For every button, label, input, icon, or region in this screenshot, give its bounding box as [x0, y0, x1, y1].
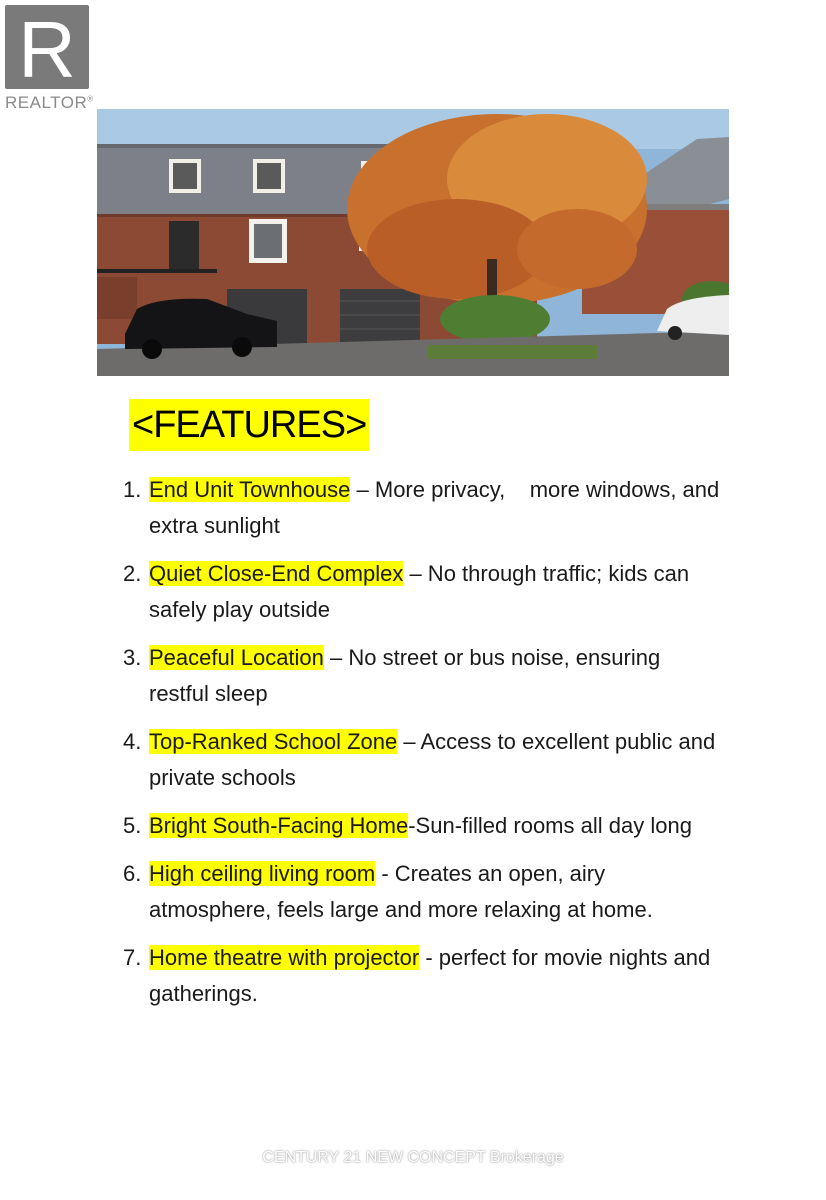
feature-description: – Access to excellent public and private schools [149, 729, 716, 790]
realtor-logo [5, 5, 97, 113]
feature-description: -Sun-filled rooms all day long [408, 813, 692, 838]
feature-item [123, 472, 726, 544]
feature-number: 1. [123, 477, 142, 502]
feature-number: 3. [123, 645, 142, 670]
feature-highlight: Quiet Close-End Complex [149, 561, 404, 586]
feature-description: – No street or bus noise, ensuring restful sleep [149, 645, 661, 706]
brokerage-footer: CENTURY 21 NEW CONCEPT Brokerage [262, 1149, 564, 1166]
realtor-logo-letter: R [18, 5, 76, 89]
features-list [123, 472, 726, 1024]
feature-item [123, 556, 723, 628]
feature-highlight: Peaceful Location [149, 645, 324, 670]
feature-description: – No through traffic; kids can safely play outside [149, 561, 690, 622]
feature-item [123, 856, 723, 928]
feature-item [123, 940, 723, 1012]
feature-number: 6. [123, 861, 142, 886]
feature-highlight: End Unit Townhouse [149, 477, 351, 502]
realtor-logo-word: REALTOR® [5, 93, 94, 112]
feature-description: - Creates an open, airy atmosphere, feels large and more relaxing at home. [149, 861, 653, 922]
feature-item [123, 640, 723, 712]
property-photo [97, 109, 729, 376]
feature-item [123, 808, 723, 844]
realtor-logo-mark [5, 5, 89, 89]
feature-highlight: Home theatre with projector [149, 945, 420, 970]
feature-highlight: Top-Ranked School Zone [149, 729, 398, 754]
feature-highlight: Bright South-Facing Home [149, 813, 409, 838]
feature-description: – More privacy, more windows, and extra sunlight [149, 477, 726, 538]
feature-highlight: High ceiling living room [149, 861, 376, 886]
feature-number: 4. [123, 729, 142, 754]
feature-number: 2. [123, 561, 142, 586]
feature-number: 5. [123, 813, 142, 838]
feature-description: - perfect for movie nights and gatherings. [149, 945, 711, 1006]
features-heading: <FEATURES> [129, 399, 369, 451]
feature-number: 7. [123, 945, 142, 970]
feature-item [123, 724, 723, 796]
